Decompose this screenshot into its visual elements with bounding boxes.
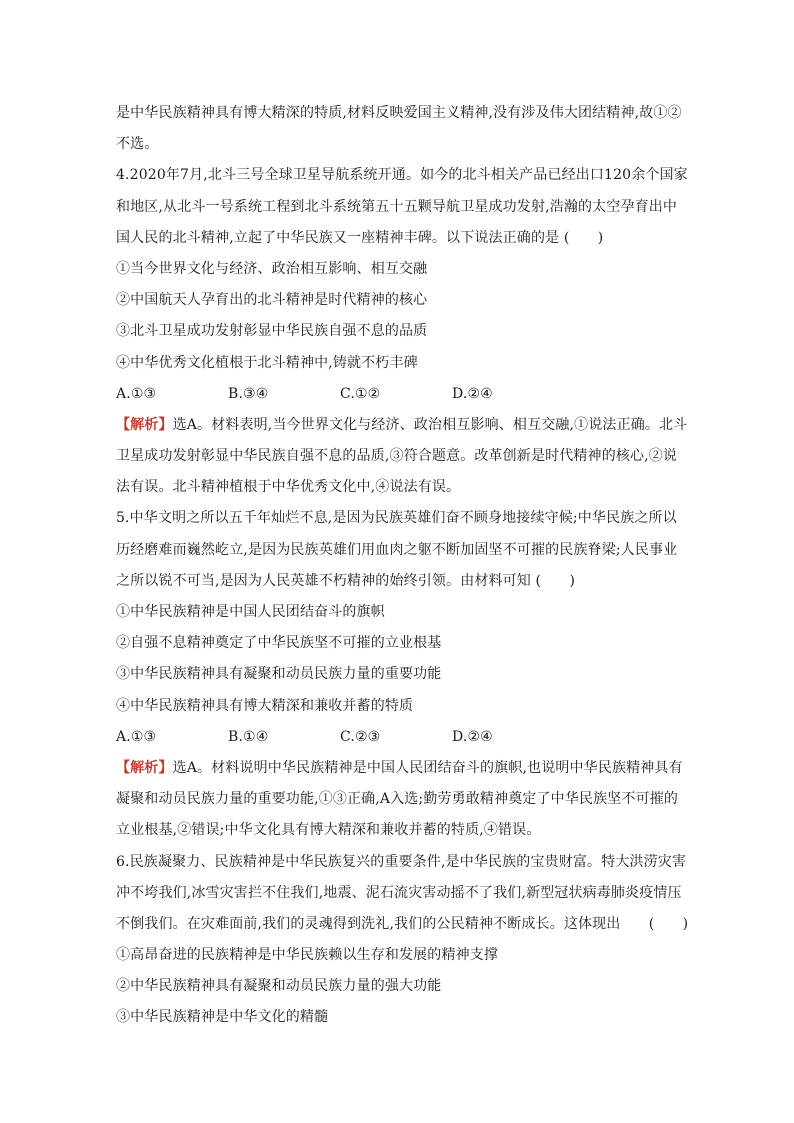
question-stem-line: 5.中华文明之所以五千年灿烂不息,是因为民族英雄们奋不顾身地接续守候;中华民族之所以 [116,510,677,527]
intro-line: 是中华民族精神具有博大精深的特质,材料反映爱国主义精神,没有涉及伟大团结精神,故①② [116,105,682,121]
option-b: B.①④ [228,728,269,745]
answer-options [116,722,686,753]
question-stem-line: 冲不垮我们,冰雪灾害拦不住我们,地震、泥石流灾害动摇不了我们,新型冠状病毒肺炎疫情压 [116,884,682,901]
statement-item: ④中华民族精神具有博大精深和兼收并蓄的特质 [116,697,414,714]
answer-options [116,379,686,410]
statement-item: ②自强不息精神奠定了中华民族坚不可摧的立业根基 [116,635,442,652]
intro-line: 不选。 [116,136,159,153]
analysis-text: 选A。材料说明中华民族精神是中国人民团结奋斗的旗帜,也说明中华民族精神具有 [172,759,683,776]
statement-item: ①高昂奋进的民族精神是中华民族赖以生存和发展的精神支撑 [116,947,499,964]
analysis-tag: 【解析】 [116,416,173,433]
question-stem-line: 和地区,从北斗一号系统工程到北斗系统第五十五颗导航卫星成功发射,浩瀚的太空孕育出中 [116,198,678,215]
analysis-line: 卫星成功发射彰显中华民族自强不息的品质,③符合题意。改革创新是时代精神的核心,②说 [116,448,678,465]
analysis-first-line [116,410,686,441]
question-4 [116,160,686,503]
analysis-tag: 【解析】 [116,759,173,776]
page-content [116,98,689,1034]
statement-item: ①当今世界文化与经济、政治相互影响、相互交融 [116,260,428,277]
question-stem-line: 4.2020年7月,北斗三号全球卫星导航系统开通。如今的北斗相关产品已经出口120余个国家 [116,167,688,184]
option-b: B.③④ [228,385,269,402]
analysis-first-line [116,753,686,784]
option-c: C.①② [340,385,381,402]
option-a: A.①③ [116,385,157,402]
question-stem-line: 历经磨难而巍然屹立,是因为民族英雄们用血肉之躯不断加固坚不可摧的民族脊梁;人民事业 [116,541,678,558]
question-6 [116,847,689,1034]
analysis-line: 凝聚和动员民族力量的重要功能,①③正确,A入选;勤劳勇敢精神奠定了中华民族坚不可摧的 [116,791,679,808]
statement-item: ②中国航天人孕育出的北斗精神是时代精神的核心 [116,292,428,309]
question-5 [116,503,686,846]
intro-block [116,98,686,160]
statement-item: ③中华民族精神具有凝聚和动员民族力量的重要功能 [116,666,442,683]
analysis-line: 法有误。北斗精神植根于中华优秀文化中,④说法有误。 [116,479,461,496]
statement-item: ③北斗卫星成功发射彰显中华民族自强不息的品质 [116,323,428,340]
option-d: D.②④ [452,728,493,745]
option-a: A.①③ [116,728,157,745]
question-stem-line: 国人民的北斗精神,立起了中华民族又一座精神丰碑。以下说法正确的是 ( ) [116,229,604,246]
analysis-text: 选A。材料表明,当今世界文化与经济、政治相互影响、相互交融,①说法正确。北斗 [172,416,688,433]
statement-item: ①中华民族精神是中国人民团结奋斗的旗帜 [116,604,385,620]
option-c: C.②③ [340,728,381,745]
question-stem-line: 不倒我们。在灾难面前,我们的灵魂得到洗礼,我们的公民精神不断成长。这体现出 ( ) [116,915,689,932]
option-d: D.②④ [452,385,493,402]
statement-item: ④中华优秀文化植根于北斗精神中,铸就不朽丰碑 [116,354,418,371]
question-stem-line: 之所以锐不可当,是因为人民英雄不朽精神的始终引领。由材料可知 ( ) [116,572,576,589]
statement-item: ②中华民族精神具有凝聚和动员民族力量的强大功能 [116,978,442,995]
analysis-line: 立业根基,②错误;中华文化具有博大精深和兼收并蓄的特质,④错误。 [116,822,541,839]
statement-item: ③中华民族精神是中华文化的精髓 [116,1009,329,1026]
question-stem-line: 6.民族凝聚力、民族精神是中华民族复兴的重要条件,是中华民族的宝贵财富。特大洪涝灾害 [116,853,687,870]
